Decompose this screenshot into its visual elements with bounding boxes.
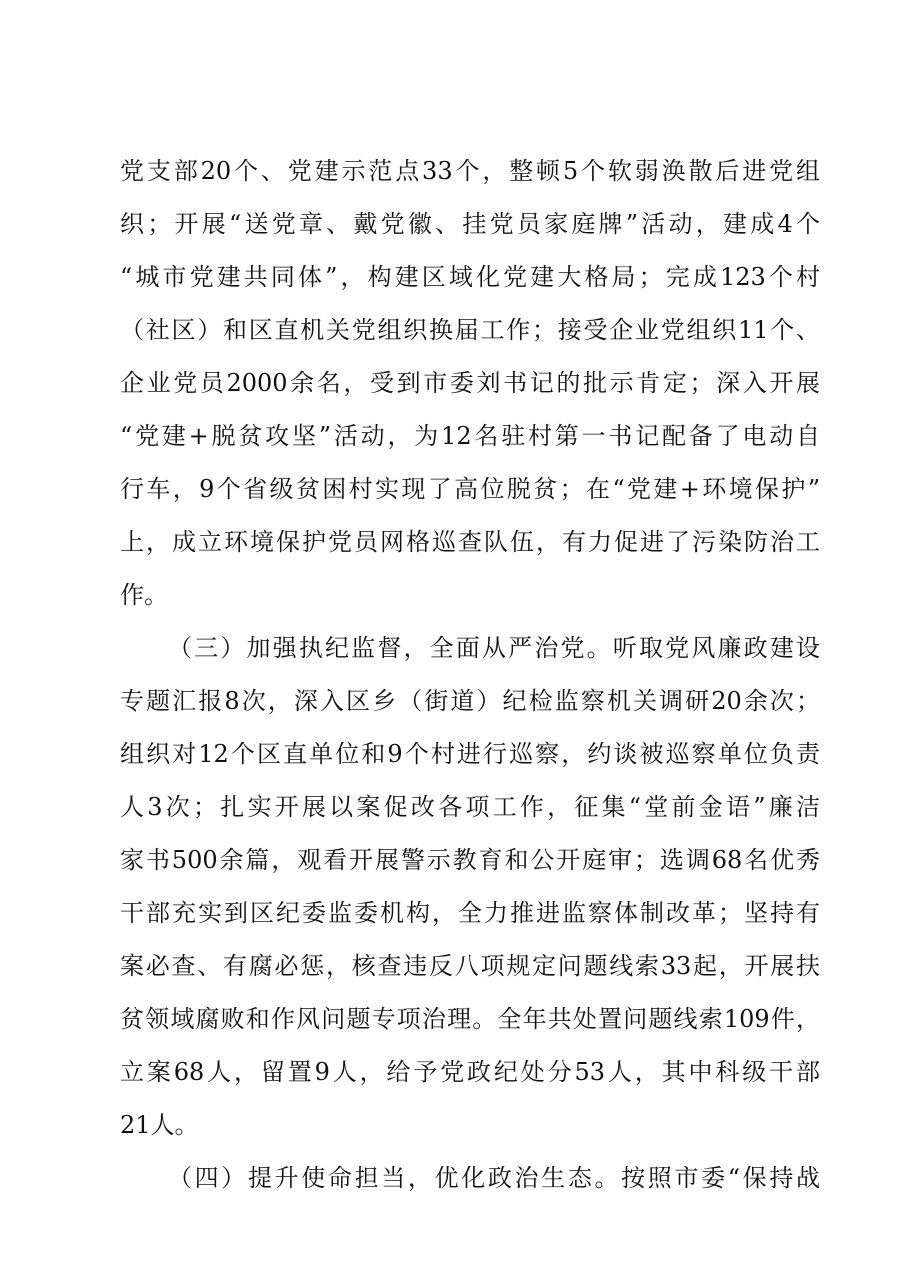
text-line: “城市党建共同体”，构建区域化党建大格局；完成123个村 — [120, 263, 820, 291]
text-line: 案必查、有腐必惩，核查违反八项规定问题线索33起，开展扶 — [120, 952, 820, 980]
text-line: 人3次；扎实开展以案促改各项工作，征集“堂前金语”廉洁 — [120, 793, 820, 821]
text-line: 作。 — [120, 581, 168, 609]
text-line: 织；开展“送党章、戴党徽、挂党员家庭牌”活动，建成4个 — [120, 210, 820, 238]
paragraph-heading-line: （四）提升使命担当，优化政治生态。按照市委“保持战 — [168, 1164, 820, 1192]
text-line: “党建+脱贫攻坚”活动，为12名驻村第一书记配备了电动自 — [120, 422, 820, 450]
text-line: 家书500余篇，观看开展警示教育和公开庭审；选调68名优秀 — [120, 846, 820, 874]
text-line: （社区）和区直机关党组织换届工作；接受企业党组织11个、 — [120, 316, 820, 344]
text-line: 行车，9个省级贫困村实现了高位脱贫；在“党建+环境保护” — [120, 475, 820, 503]
text-line: 立案68人，留置9人，给予党政纪处分53人，其中科级干部 — [120, 1058, 820, 1086]
text-line: 21人。 — [120, 1111, 199, 1139]
text-line: 贫领域腐败和作风问题专项治理。全年共处置问题线索109件， — [120, 1005, 820, 1033]
text-line: 党支部20个、党建示范点33个，整顿5个软弱涣散后进党组 — [120, 157, 820, 185]
text-line: 组织对12个区直单位和9个村进行巡察，约谈被巡察单位负责 — [120, 740, 820, 768]
text-line: 专题汇报8次，深入区乡（街道）纪检监察机关调研20余次； — [120, 687, 820, 715]
paragraph-heading-line: （三）加强执纪监督，全面从严治党。听取党风廉政建设 — [168, 634, 820, 662]
text-line: 企业党员2000余名，受到市委刘书记的批示肯定；深入开展 — [120, 369, 820, 397]
text-line: 上，成立环境保护党员网格巡查队伍，有力促进了污染防治工 — [120, 528, 820, 556]
text-line: 干部充实到区纪委监委机构，全力推进监察体制改革；坚持有 — [120, 899, 820, 927]
